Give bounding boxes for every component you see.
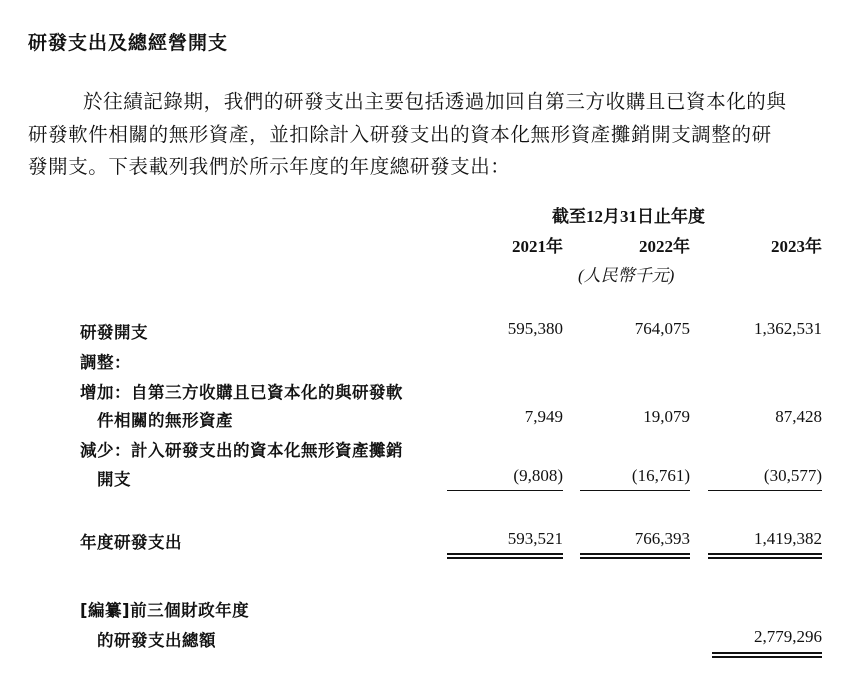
cell: (16,761) xyxy=(631,466,690,485)
row-label-cont: 開支 xyxy=(97,470,131,489)
total-value: 2,779,296 xyxy=(754,627,822,646)
total-label-cont: 的研發支出總額 xyxy=(97,631,216,650)
year-header: 2022年 xyxy=(639,237,690,256)
subtotal-rule xyxy=(447,490,563,491)
row-label: 減少：計入研發支出的資本化無形資產攤銷 xyxy=(80,441,403,460)
section-title: 研發支出及總經營開支 xyxy=(28,32,229,54)
cell: 1,419,382 xyxy=(754,529,822,548)
total-double-rule xyxy=(580,553,690,559)
paragraph-line: 研發軟件相關的無形資產，並扣除計入研發支出的資本化無形資產攤銷開支調整的研 xyxy=(28,123,772,146)
row-label: 調整： xyxy=(80,353,131,372)
row-label: 研發開支 xyxy=(80,323,148,342)
paragraph-line: 發開支。下表載列我們於所示年度的年度總研發支出： xyxy=(28,155,511,178)
paragraph-line: 於往績記錄期，我們的研發支出主要包括透過加回自第三方收購且已資本化的與 xyxy=(83,90,787,113)
subtotal-rule xyxy=(708,490,822,491)
period-header: 截至12月31日止年度 xyxy=(552,207,705,226)
cell: 766,393 xyxy=(634,529,690,548)
cell: 1,362,531 xyxy=(754,319,822,338)
cell: 7,949 xyxy=(524,407,563,426)
cell: 87,428 xyxy=(775,407,822,426)
cell: 764,075 xyxy=(634,319,690,338)
unit-label: (人民幣千元) xyxy=(578,266,675,285)
total-double-rule xyxy=(708,553,822,559)
cell: 593,521 xyxy=(507,529,563,548)
total-label: [編纂]前三個財政年度 xyxy=(80,601,250,620)
year-header: 2023年 xyxy=(771,237,822,256)
total-double-rule xyxy=(447,553,563,559)
row-label: 年度研發支出 xyxy=(80,533,182,552)
total-double-rule xyxy=(712,652,822,658)
cell: 595,380 xyxy=(507,319,563,338)
cell: (9,808) xyxy=(513,466,563,485)
row-label-cont: 件相關的無形資產 xyxy=(97,411,233,430)
row-label: 增加：自第三方收購且已資本化的與研發軟 xyxy=(80,383,403,402)
cell: (30,577) xyxy=(763,466,822,485)
year-header: 2021年 xyxy=(512,237,563,256)
cell: 19,079 xyxy=(643,407,690,426)
subtotal-rule xyxy=(580,490,690,491)
